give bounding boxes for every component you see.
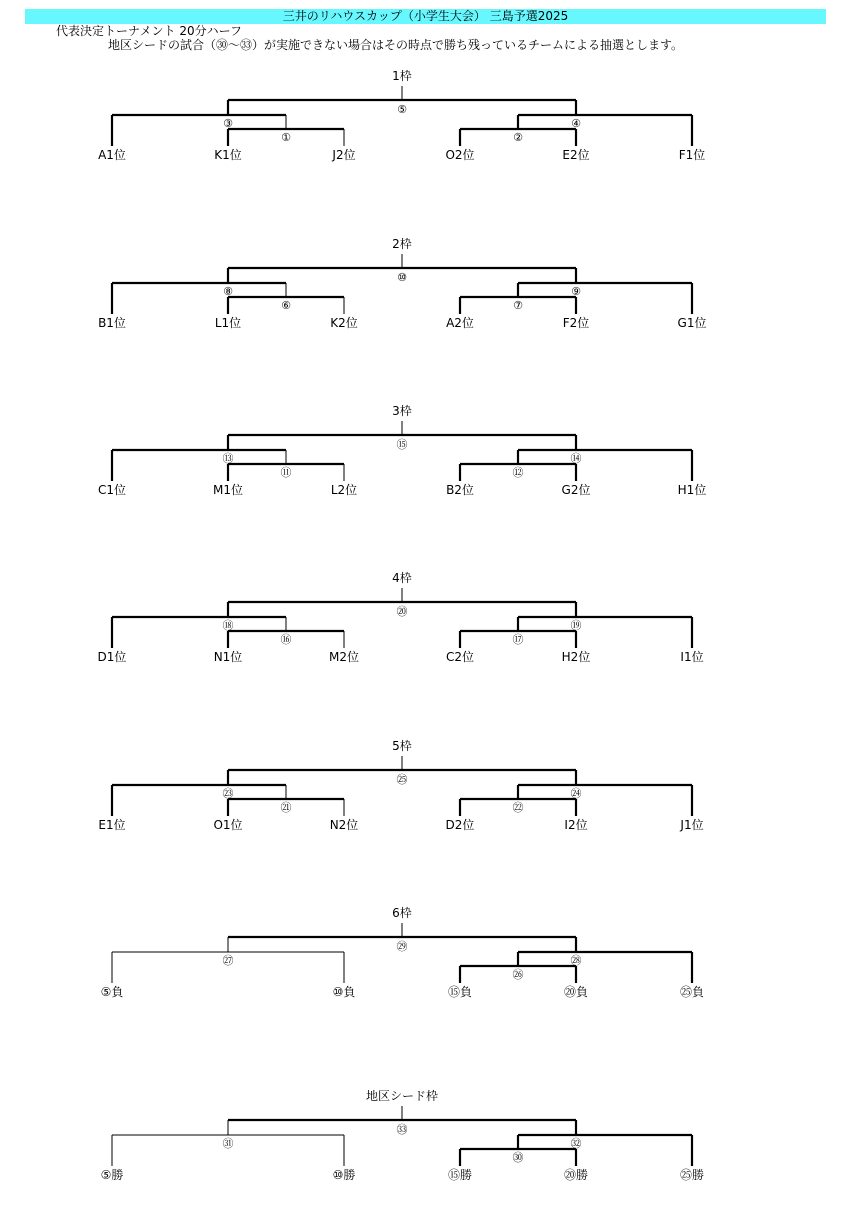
match-number: ⑲ — [570, 619, 582, 632]
team-slot: ⑩負 — [332, 985, 356, 999]
team-slot: D1位 — [97, 650, 127, 664]
team-slot: L1位 — [214, 316, 242, 330]
team-slot: ⑳勝 — [563, 1168, 589, 1182]
team-slot: I1位 — [680, 650, 704, 664]
team-slot: ㉕負 — [679, 985, 705, 999]
match-number: ⑧ — [223, 285, 233, 298]
team-slot: N1位 — [213, 650, 243, 664]
match-number: ㉘ — [570, 954, 582, 967]
match-number-final: ⑩ — [397, 271, 407, 284]
match-number-final: ㉙ — [396, 940, 408, 953]
team-slot: B1位 — [98, 316, 126, 330]
bracket-label: 1枠 — [392, 69, 412, 83]
bracket-label: 2枠 — [392, 237, 412, 251]
team-slot: A2位 — [446, 316, 474, 330]
bracket-label: 3枠 — [392, 404, 412, 418]
match-number: ㉜ — [570, 1137, 582, 1150]
team-slot: O2位 — [445, 148, 475, 162]
match-number: ㉑ — [280, 801, 292, 814]
match-number: ⑦ — [513, 299, 523, 312]
team-slot: J1位 — [680, 818, 704, 832]
bracket-label: 6枠 — [392, 906, 412, 920]
team-slot: G2位 — [561, 483, 591, 497]
match-number: ⑪ — [280, 466, 292, 479]
team-slot: C1位 — [97, 483, 127, 497]
document-title: 三井のリハウスカップ（小学生大会） 三島予選2025 — [282, 9, 569, 23]
team-slot: K2位 — [330, 316, 358, 330]
match-number: ⑯ — [280, 633, 292, 646]
match-number: ② — [513, 131, 523, 144]
team-slot: F2位 — [562, 316, 590, 330]
team-slot: ⑮勝 — [447, 1168, 473, 1182]
match-number: ③ — [223, 117, 233, 130]
match-number: ㉖ — [512, 968, 524, 981]
team-slot: L2位 — [330, 483, 358, 497]
team-slot: B2位 — [446, 483, 474, 497]
team-slot: M2位 — [329, 650, 359, 664]
team-slot: J2位 — [332, 148, 356, 162]
match-number: ④ — [571, 117, 581, 130]
team-slot: ⑤負 — [100, 985, 124, 999]
match-number-final: ⑮ — [396, 438, 408, 451]
team-slot: ⑳負 — [563, 985, 589, 999]
team-slot: G1位 — [677, 316, 707, 330]
match-number-final: ㉝ — [396, 1123, 408, 1136]
bracket-label: 5枠 — [392, 739, 412, 753]
team-slot: M1位 — [213, 483, 243, 497]
team-slot: ⑤勝 — [100, 1168, 124, 1182]
match-number: ⑨ — [571, 285, 581, 298]
team-slot: N2位 — [329, 818, 359, 832]
team-slot: I2位 — [564, 818, 588, 832]
team-slot: ⑮負 — [447, 985, 473, 999]
team-slot: E2位 — [562, 148, 590, 162]
match-number: ① — [281, 131, 291, 144]
match-number: ㉒ — [512, 801, 524, 814]
match-number: ㉓ — [222, 787, 234, 800]
match-number: ⑰ — [512, 633, 524, 646]
team-slot: K1位 — [214, 148, 242, 162]
team-slot: ㉕勝 — [679, 1168, 705, 1182]
team-slot: E1位 — [98, 818, 126, 832]
match-number: ⑭ — [570, 452, 582, 465]
match-number: ⑬ — [222, 452, 234, 465]
match-number: ㉛ — [222, 1137, 234, 1150]
match-number: ⑫ — [512, 466, 524, 479]
tournament-subtitle: 代表決定トーナメント 20分ハーフ — [56, 24, 243, 38]
match-number-final: ㉕ — [396, 773, 408, 786]
bracket-label: 地区シード枠 — [365, 1089, 439, 1103]
seed-note: 地区シードの試合（㉚～㉝）が実施できない場合はその時点で勝ち残っているチームによる抽選とします。 — [108, 38, 684, 52]
team-slot: D2位 — [445, 818, 475, 832]
team-slot: A1位 — [98, 148, 126, 162]
team-slot: H2位 — [561, 650, 591, 664]
match-number: ⑥ — [281, 299, 291, 312]
match-number: ⑱ — [222, 619, 234, 632]
match-number: ㉚ — [512, 1151, 524, 1164]
team-slot: C2位 — [445, 650, 475, 664]
team-slot: ⑩勝 — [332, 1168, 356, 1182]
match-number-final: ⑤ — [397, 103, 407, 116]
match-number-final: ⑳ — [396, 605, 408, 618]
team-slot: H1位 — [677, 483, 707, 497]
team-slot: F1位 — [678, 148, 706, 162]
match-number: ㉗ — [222, 954, 234, 967]
match-number: ㉔ — [570, 787, 582, 800]
bracket-label: 4枠 — [392, 571, 412, 585]
team-slot: O1位 — [213, 818, 243, 832]
